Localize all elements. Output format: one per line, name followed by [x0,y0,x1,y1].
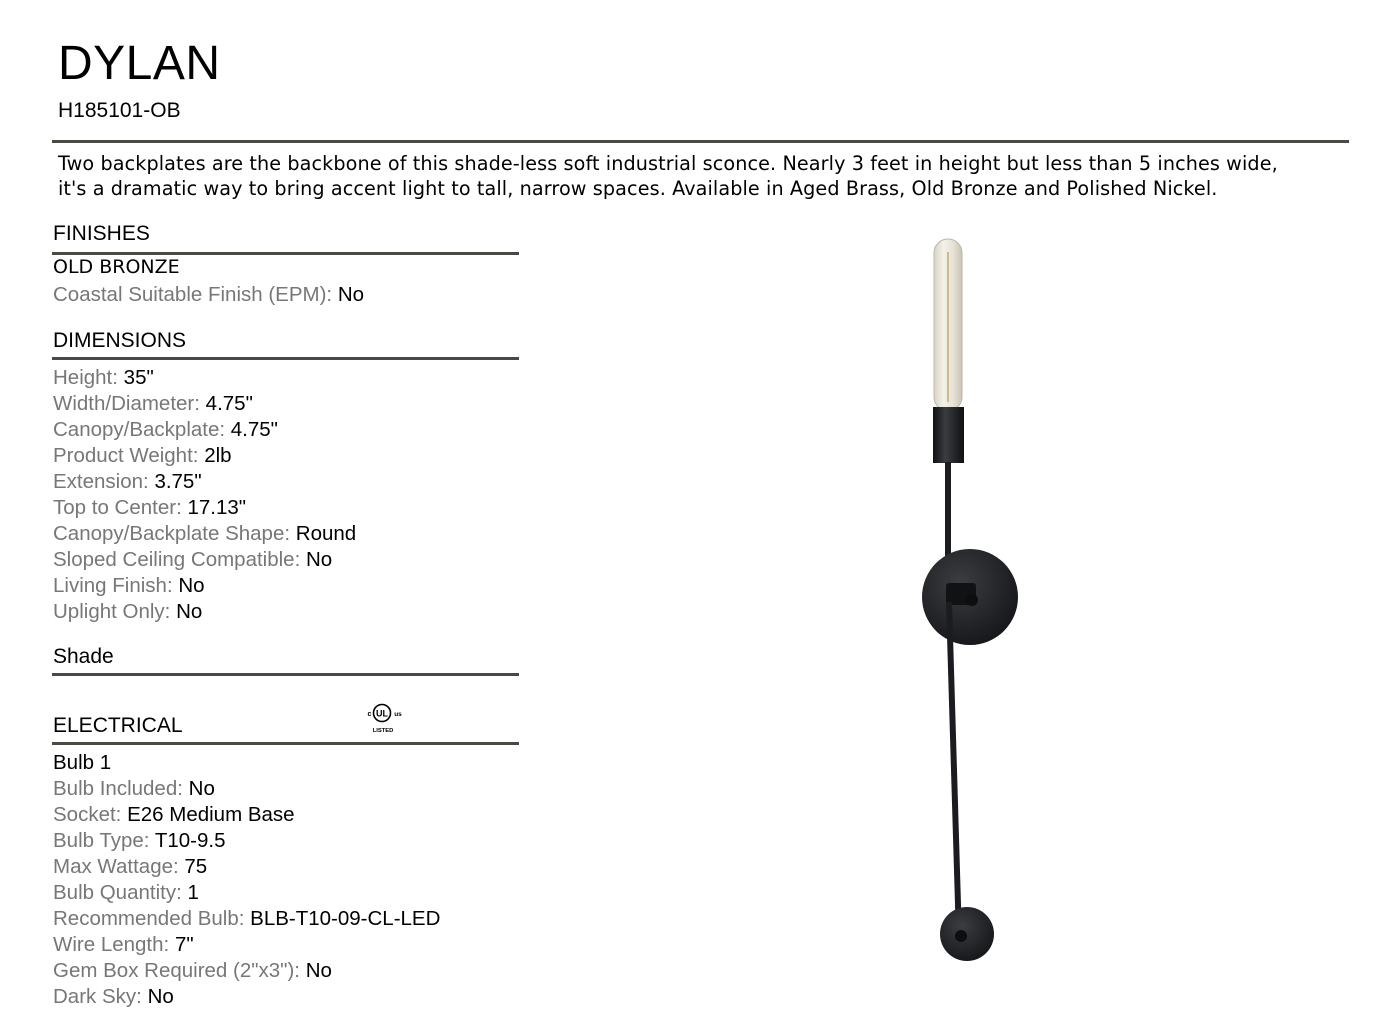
spec-label: Canopy/Backplate: [53,418,226,441]
shade-divider [52,673,519,676]
finishes-divider [52,252,519,255]
shade-heading: Shade [53,645,114,668]
lower-arm-cap [955,930,967,942]
ul-logo-ul: UL [376,708,388,719]
spec-label: Coastal Suitable Finish (EPM): [53,283,333,306]
spec-value: No [305,959,332,982]
bulb-heading: Bulb 1 [53,751,112,774]
spec-label: Extension: [53,470,149,493]
spec-row [53,548,356,574]
spec-value: No [188,777,215,800]
spec-value: E26 Medium Base [127,803,295,826]
ul-logo-listed: LISTED [372,728,394,734]
finishes-heading: FINISHES [53,222,150,245]
spec-row [53,855,440,881]
spec-row [53,985,440,1011]
spec-row [53,418,356,444]
spec-value: No [337,283,365,306]
product-title: DYLAN [58,37,221,90]
spec-label: Living Finish: [53,574,173,597]
spec-row [53,444,356,470]
ul-logo-c: c [367,711,372,718]
product-image [900,230,1040,970]
spec-label: Bulb Quantity: [53,881,182,904]
spec-label: Height: [53,366,118,389]
spec-row [53,829,440,855]
spec-label: Top to Center: [53,496,182,519]
spec-value: 35" [123,366,154,389]
electrical-heading: ELECTRICAL [53,714,183,737]
spec-value: 4.75" [230,418,278,441]
electrical-rows [53,777,440,1011]
spec-value: BLB-T10-09-CL-LED [250,907,441,930]
lower-backplate [940,907,994,961]
spec-label: Bulb Included: [53,777,183,800]
spec-label: Gem Box Required (2"x3"): [53,959,300,982]
spec-value: No [178,574,205,597]
spec-value: 75 [184,855,208,878]
dimensions-list [53,366,356,626]
spec-label: Sloped Ceiling Compatible: [53,548,301,571]
header-divider [52,140,1349,143]
finish-name: OLD BRONZE [53,256,180,278]
spec-label: Uplight Only: [53,600,171,623]
dimensions-heading: DIMENSIONS [53,329,187,352]
spec-value: 2lb [204,444,232,467]
spec-value: T10-9.5 [154,829,226,852]
spec-value: No [147,985,174,1008]
spec-row [53,392,356,418]
spec-row [53,366,356,392]
spec-row [53,881,440,907]
spec-label: Canopy/Backplate Shape: [53,522,291,545]
spec-label: Recommended Bulb: [53,907,245,930]
product-sku: H185101-OB [58,99,181,122]
ul-listed-logo [364,701,408,735]
spec-row [53,959,440,985]
spec-value: No [176,600,203,623]
spec-row [53,470,356,496]
spec-row [53,777,440,803]
spec-row [53,522,356,548]
spec-label: Bulb Type: [53,829,150,852]
dimensions-divider [52,357,519,360]
spec-value: 3.75" [154,470,202,493]
spec-value: 1 [187,881,199,904]
spec-row [53,496,356,522]
spec-row [53,600,356,626]
spec-label: Product Weight: [53,444,199,467]
electrical-list [53,751,440,1011]
spec-label: Wire Length: [53,933,170,956]
electrical-divider [52,742,519,745]
spec-value: 4.75" [205,392,253,415]
spec-value: 17.13" [187,496,247,519]
spec-label: Width/Diameter: [53,392,200,415]
spec-value: Round [295,522,357,545]
spec-row [53,933,440,959]
spec-row [53,907,440,933]
product-description: Two backplates are the backbone of this shade-less soft industrial sconce. Nearly 3 feet in height but less than 5 inches wide, it's a dramatic way to bring accent light to tall, narrow spaces. Available in Aged Brass, Old Bronze and Polished Nickel. [58,152,1278,200]
upper-arm-cap [966,594,978,606]
socket [933,407,964,463]
spec-value: No [305,548,333,571]
lower-stem [946,602,962,938]
ul-logo-us: us [394,711,402,718]
spec-label: Dark Sky: [53,985,142,1008]
spec-row [53,803,440,829]
spec-label: Socket: [53,803,122,826]
spec-value: 7" [174,933,194,956]
coastal-finish-row [53,283,364,309]
spec-label: Max Wattage: [53,855,179,878]
spec-row [53,574,356,600]
